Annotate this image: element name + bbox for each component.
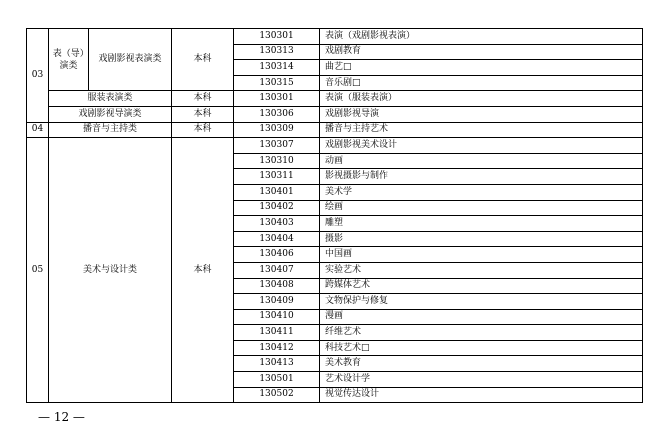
degree-level: 本科 bbox=[172, 106, 234, 122]
major-code: 130411 bbox=[234, 325, 320, 341]
major-code: 130301 bbox=[234, 91, 320, 107]
group-category: 播音与主持类 bbox=[49, 122, 172, 138]
major-name: 戏剧影视美术设计 bbox=[320, 138, 643, 154]
major-code: 130402 bbox=[234, 200, 320, 216]
major-name: 音乐剧□ bbox=[320, 75, 643, 91]
major-code: 130306 bbox=[234, 106, 320, 122]
table-row bbox=[27, 29, 643, 45]
major-code: 130412 bbox=[234, 340, 320, 356]
major-name: 艺术设计学 bbox=[320, 372, 643, 388]
major-name: 表演（服装表演） bbox=[320, 91, 643, 107]
major-code: 130501 bbox=[234, 372, 320, 388]
major-name: 摄影 bbox=[320, 231, 643, 247]
major-code: 130310 bbox=[234, 153, 320, 169]
major-name: 纤维艺术 bbox=[320, 325, 643, 341]
major-name: 雕塑 bbox=[320, 216, 643, 232]
major-name: 播音与主持艺术 bbox=[320, 122, 643, 138]
group-id: 04 bbox=[27, 122, 49, 138]
major-name: 跨媒体艺术 bbox=[320, 278, 643, 294]
major-code: 130313 bbox=[234, 44, 320, 60]
degree-level: 本科 bbox=[172, 138, 234, 403]
major-name: 视觉传达设计 bbox=[320, 387, 643, 403]
major-code: 130311 bbox=[234, 169, 320, 185]
major-code: 130407 bbox=[234, 262, 320, 278]
major-name: 科技艺术□ bbox=[320, 340, 643, 356]
major-code: 130315 bbox=[234, 75, 320, 91]
major-name: 表演（戏剧影视表演） bbox=[320, 29, 643, 45]
major-code: 130409 bbox=[234, 294, 320, 310]
group-id: 05 bbox=[27, 138, 49, 403]
major-code: 130307 bbox=[234, 138, 320, 154]
table-row bbox=[27, 138, 643, 154]
major-name: 中国画 bbox=[320, 247, 643, 263]
major-code: 130401 bbox=[234, 184, 320, 200]
major-name: 美术教育 bbox=[320, 356, 643, 372]
group-id: 03 bbox=[27, 29, 49, 123]
degree-level: 本科 bbox=[172, 122, 234, 138]
major-code: 130403 bbox=[234, 216, 320, 232]
major-name: 绘画 bbox=[320, 200, 643, 216]
table-row bbox=[27, 122, 643, 138]
major-code: 130309 bbox=[234, 122, 320, 138]
group-category: 美术与设计类 bbox=[49, 138, 172, 403]
degree-level: 本科 bbox=[172, 29, 234, 91]
major-code: 130410 bbox=[234, 309, 320, 325]
major-code: 130413 bbox=[234, 356, 320, 372]
major-code: 130408 bbox=[234, 278, 320, 294]
major-code: 130314 bbox=[234, 60, 320, 76]
table-row bbox=[27, 106, 643, 122]
major-name: 戏剧教育 bbox=[320, 44, 643, 60]
major-name: 实验艺术 bbox=[320, 262, 643, 278]
subgroup-name: 戏剧影视表演类 bbox=[89, 29, 172, 91]
major-code: 130406 bbox=[234, 247, 320, 263]
major-code: 130301 bbox=[234, 29, 320, 45]
major-name: 曲艺□ bbox=[320, 60, 643, 76]
group-category: 表（导）演类 bbox=[49, 29, 89, 91]
subgroup-name: 服装表演类 bbox=[49, 91, 172, 107]
major-name: 漫画 bbox=[320, 309, 643, 325]
major-name: 影视摄影与制作 bbox=[320, 169, 643, 185]
page-number: — 12 — bbox=[38, 410, 85, 424]
major-name: 美术学 bbox=[320, 184, 643, 200]
majors-table bbox=[26, 28, 643, 403]
major-code: 130502 bbox=[234, 387, 320, 403]
degree-level: 本科 bbox=[172, 91, 234, 107]
table-row bbox=[27, 91, 643, 107]
major-name: 戏剧影视导演 bbox=[320, 106, 643, 122]
major-name: 动画 bbox=[320, 153, 643, 169]
subgroup-name: 戏剧影视导演类 bbox=[49, 106, 172, 122]
major-code: 130404 bbox=[234, 231, 320, 247]
major-name: 文物保护与修复 bbox=[320, 294, 643, 310]
